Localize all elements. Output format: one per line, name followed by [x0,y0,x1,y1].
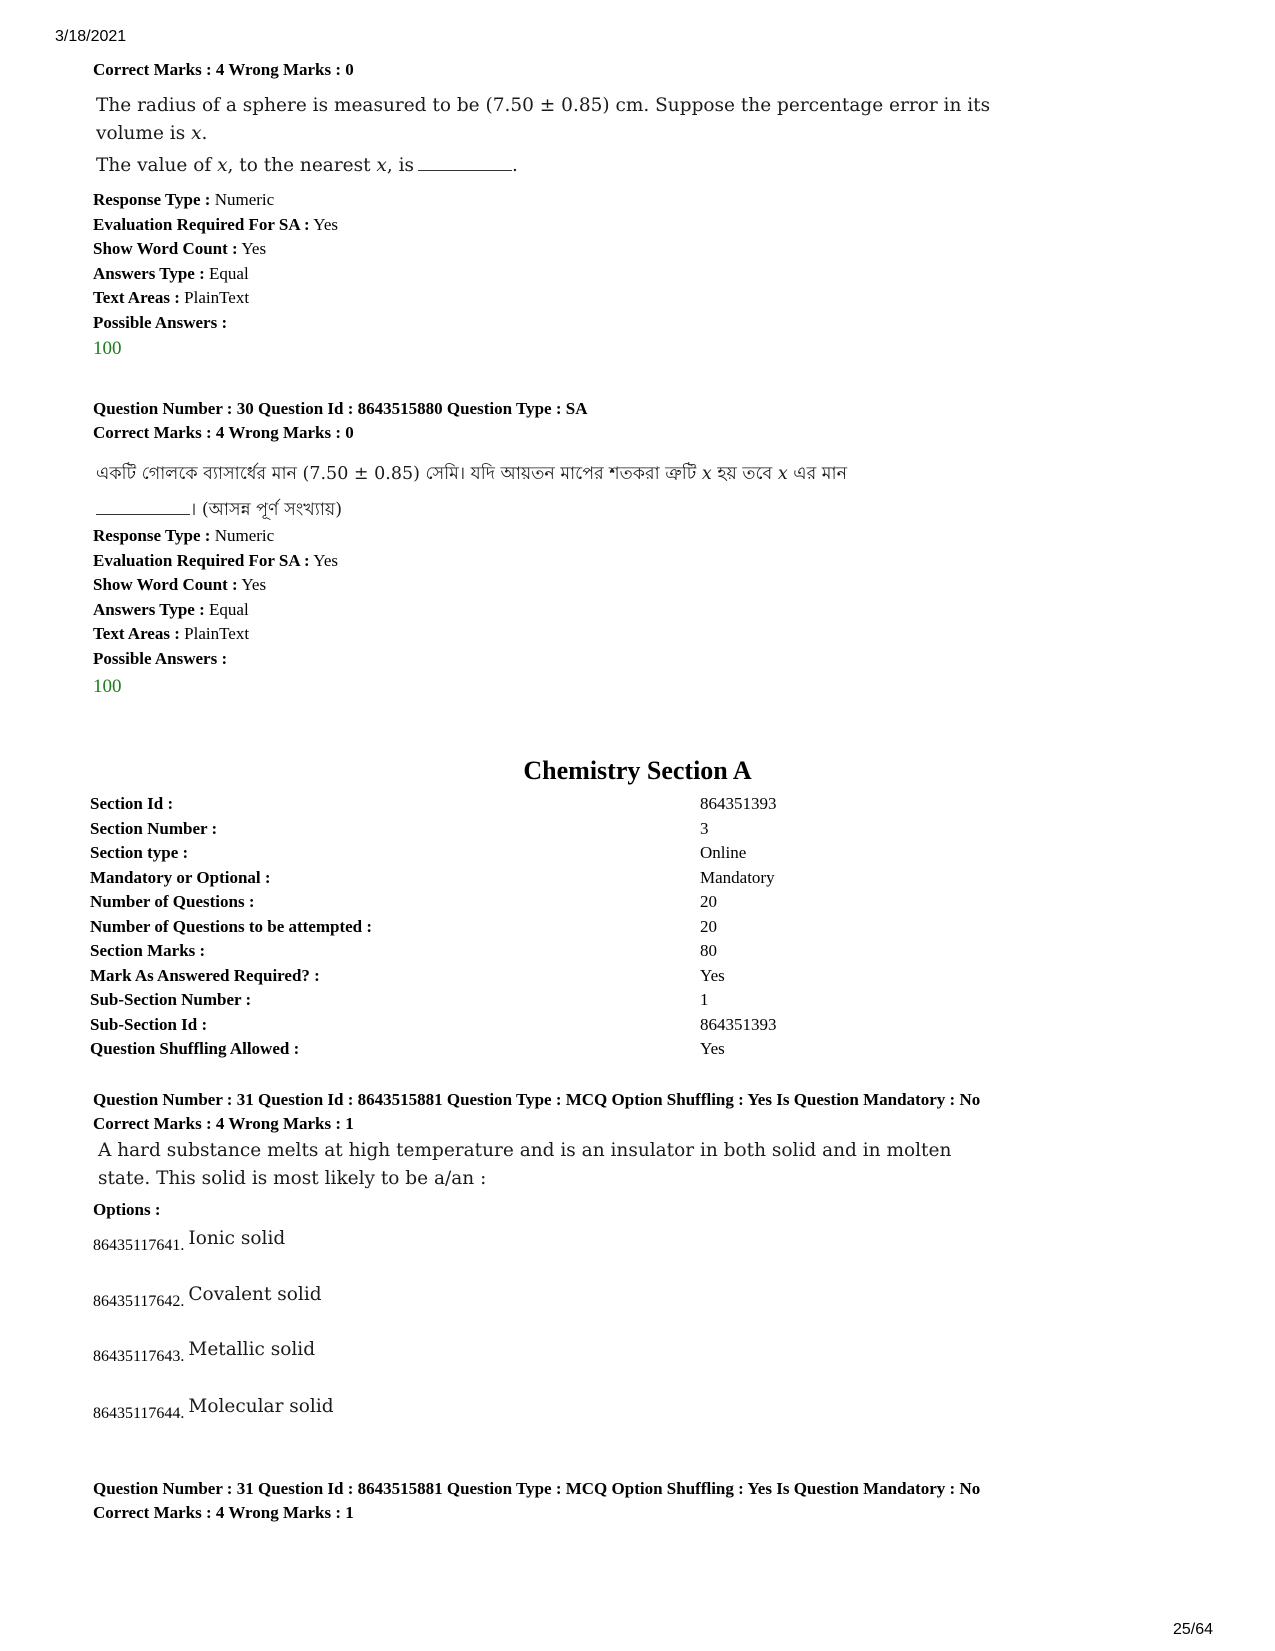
table-row: Section Id : 864351393 [90,794,777,813]
q29-question-text [96,92,990,180]
detail-row: Possible Answers : [93,648,228,668]
table-row: Section Number : 3 [90,818,709,838]
table-row: Number of Questions : 20 [90,892,717,911]
q31b-header: Question Number : 31 Question Id : 8643515881 Question Type : MCQ Option Shuffling : Yes Is Question Mandatory : No [93,1479,981,1498]
section-title: Chemistry Section A [523,756,752,785]
section-info-table [90,792,777,1062]
page-number: 25/64 [1172,1621,1213,1638]
q30-header: Question Number : 30 Question Id : 8643515880 Question Type : SA [93,399,588,418]
detail-row: Show Word Count : Yes [93,239,267,258]
options-label: Options : [93,1200,161,1219]
q30-marks: Correct Marks : 4 Wrong Marks : 0 [93,423,354,442]
print-date: 3/18/2021 [55,28,127,45]
detail-row: Evaluation Required For SA : Yes [93,550,339,570]
q31b-marks: Correct Marks : 4 Wrong Marks : 1 [93,1503,354,1522]
detail-row: Answers Type : Equal [93,599,249,619]
q29-text-line-3: The value of x, to the nearest x, is . [96,155,518,176]
detail-row: Answers Type : Equal [93,263,249,283]
q29-text-line-2: volume is x. [96,123,208,144]
table-row: Mandatory or Optional : Mandatory [90,867,775,887]
q29-text-line-1: The radius of a sphere is measured to be (7.50 ± 0.85) cm. Suppose the percentage error in its [96,95,991,116]
table-row: Sub-Section Id : 864351393 [90,1014,777,1034]
q29-details [93,188,338,335]
option-item: 86435117641. Ionic solid [93,1228,286,1254]
detail-row: Text Areas : PlainText [93,624,250,643]
option-item: 86435117644. Molecular solid [93,1396,334,1422]
detail-row: Possible Answers : [93,312,228,332]
q30-question-text [96,456,847,528]
detail-row: Response Type : Numeric [93,526,275,545]
answer-blank [418,156,512,171]
table-row: Section Marks : 80 [90,941,717,960]
detail-row: Text Areas : PlainText [93,288,250,307]
q31-marks: Correct Marks : 4 Wrong Marks : 1 [93,1114,354,1133]
q31-header: Question Number : 31 Question Id : 8643515881 Question Type : MCQ Option Shuffling : Yes Is Question Mandatory : No [93,1090,981,1109]
option-item: 86435117643. Metallic solid [93,1339,316,1365]
q30-text-line-1: একটি গোলকে ব্যাসার্ধের মান (7.50 ± 0.85) সেমি। যদি আয়তন মাপের শতকরা ত্রুটি x হয় তবে x এর মান [96,464,848,484]
table-row: Question Shuffling Allowed : Yes [90,1039,725,1058]
answer-blank [96,500,190,515]
q31-text-line-2: state. This solid is most likely to be a/an : [98,1168,487,1189]
option-item: 86435117642. Covalent solid [93,1284,322,1310]
detail-row: Show Word Count : Yes [93,575,267,594]
table-row: Mark As Answered Required? : Yes [90,965,725,985]
table-row: Sub-Section Number : 1 [90,990,709,1009]
q31-text-line-1: A hard substance melts at high temperature and is an insulator in both solid and in molten [98,1140,952,1161]
detail-row: Evaluation Required For SA : Yes [93,214,339,234]
table-row: Number of Questions to be attempted : 20 [90,916,717,936]
table-row: Section type : Online [90,843,747,862]
q30-details [93,524,338,671]
q30-text-line-2: । (আসন্ন পূর্ণ সংখ্যায়) [96,492,847,528]
q31-question-text [98,1137,951,1193]
q29-answer: 100 [93,338,122,359]
q29-marks: Correct Marks : 4 Wrong Marks : 0 [93,60,354,79]
q30-answer: 100 [93,676,122,697]
detail-row: Response Type : Numeric [93,190,275,209]
